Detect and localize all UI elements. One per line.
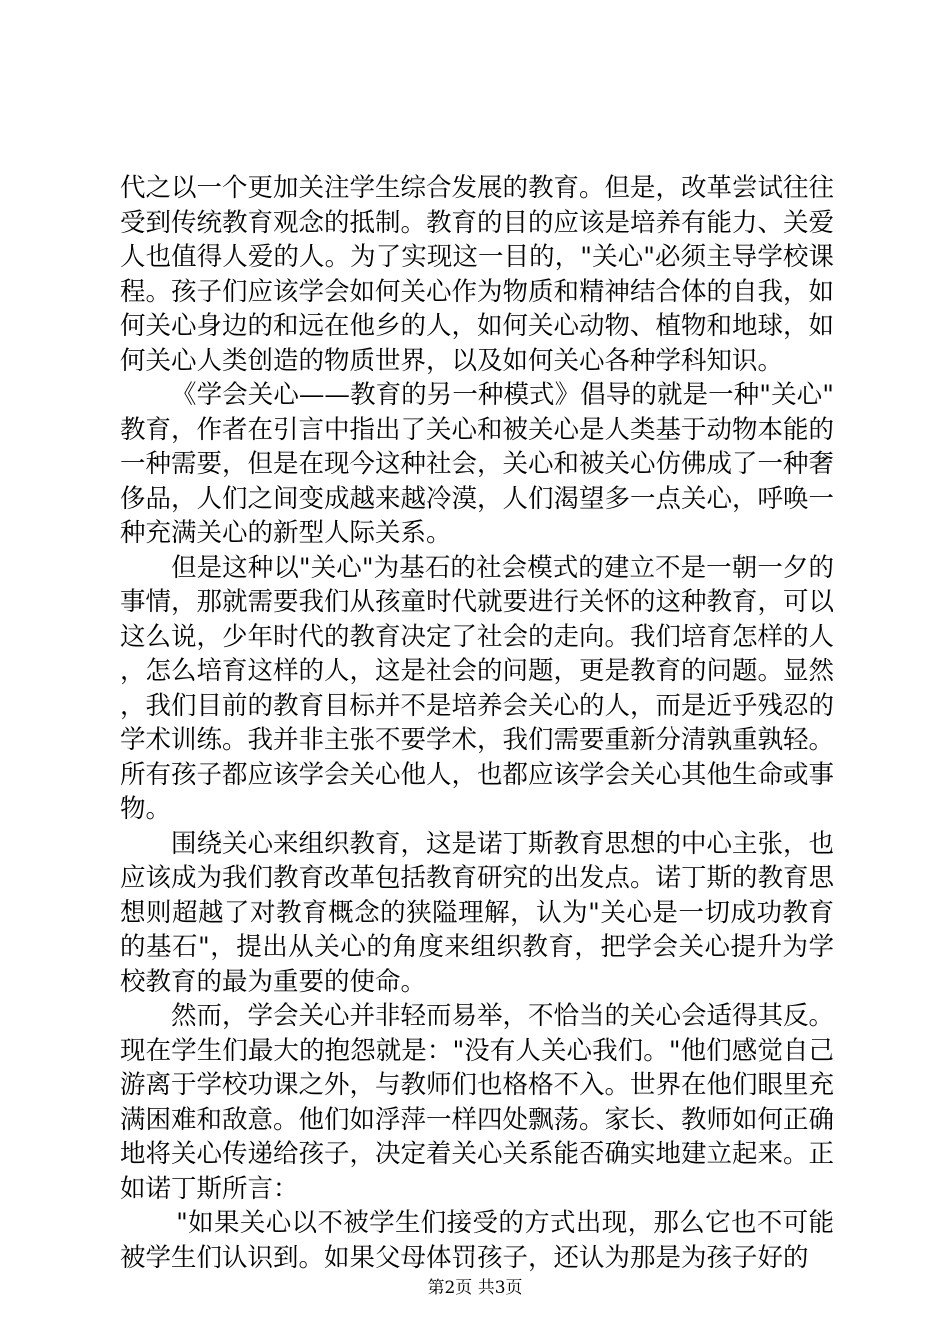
paragraph-3: 但是这种以"关心"为基石的社会模式的建立不是一朝一夕的事情，那就需要我们从孩童时代就要进行关怀的这种教育，可以这么说，少年时代的教育决定了社会的走向。我们培育怎样的人，怎么培育这样的人，这是社会的问题，更是教育的问题。显然，我们目前的教育目标并不是培养会关心的人，而是近乎残忍的学术训练。我并非主张不要学术，我们需要重新分清孰重孰轻。所有孩子都应该学会关心他人，也都应该学会关心其他生命或事物。 xyxy=(120,552,835,824)
paragraph-6-quote: "如果关心以不被学生们接受的方式出现，那么它也不可能被学生们认识到。如果父母体罚孩子，还认为那是为孩子好的 xyxy=(120,1208,834,1273)
paragraph-2: 《学会关心——教育的另一种模式》倡导的就是一种"关心"教育，作者在引言中指出了关心和被关心是人类基于动物本能的一种需要，但是在现今这种社会，关心和被关心仿佛成了一种奢侈品，人们之间变成越来越冷漠，人们渴望多一点关心，呼唤一种充满关心的新型人际关系。 xyxy=(120,380,835,548)
body-text xyxy=(120,171,834,1275)
paragraph-5: 然而，学会关心并非轻而易举，不恰当的关心会适得其反。现在学生们最大的抱怨就是："没有人关心我们。"他们感觉自己游离于学校功课之外，与教师们也格格不入。世界在他们眼里充满困难和敌意。他们如浮萍一样四处飘荡。家长、教师如何正确地将关心传递给孩子，决定着关心关系能否确实地建立起来。正如诺丁斯所言： xyxy=(120,1001,835,1204)
paragraph-4: 围绕关心来组织教育，这是诺丁斯教育思想的中心主张，也应该成为我们教育改革包括教育研究的出发点。诺丁斯的教育思想则超越了对教育概念的狭隘理解，认为"关心是一切成功教育的基石"，提出从关心的角度来组织教育，把学会关心提升为学校教育的最为重要的使命。 xyxy=(120,828,835,997)
page-footer: 第2页 共3页 xyxy=(427,1278,523,1298)
paragraph-1: 代之以一个更加关注学生综合发展的教育。但是，改革尝试往往受到传统教育观念的抵制。教育的目的应该是培养有能力、关爱人也值得人爱的人。为了实现这一目的，"关心"必须主导学校课程。孩子们应该学会如何关心作为物质和精神结合体的自我，如何关心身边的和远在他乡的人，如何关心动物、植物和地球，如何关心人类创造的物质世界，以及如何关心各种学科知识。 xyxy=(120,173,835,376)
